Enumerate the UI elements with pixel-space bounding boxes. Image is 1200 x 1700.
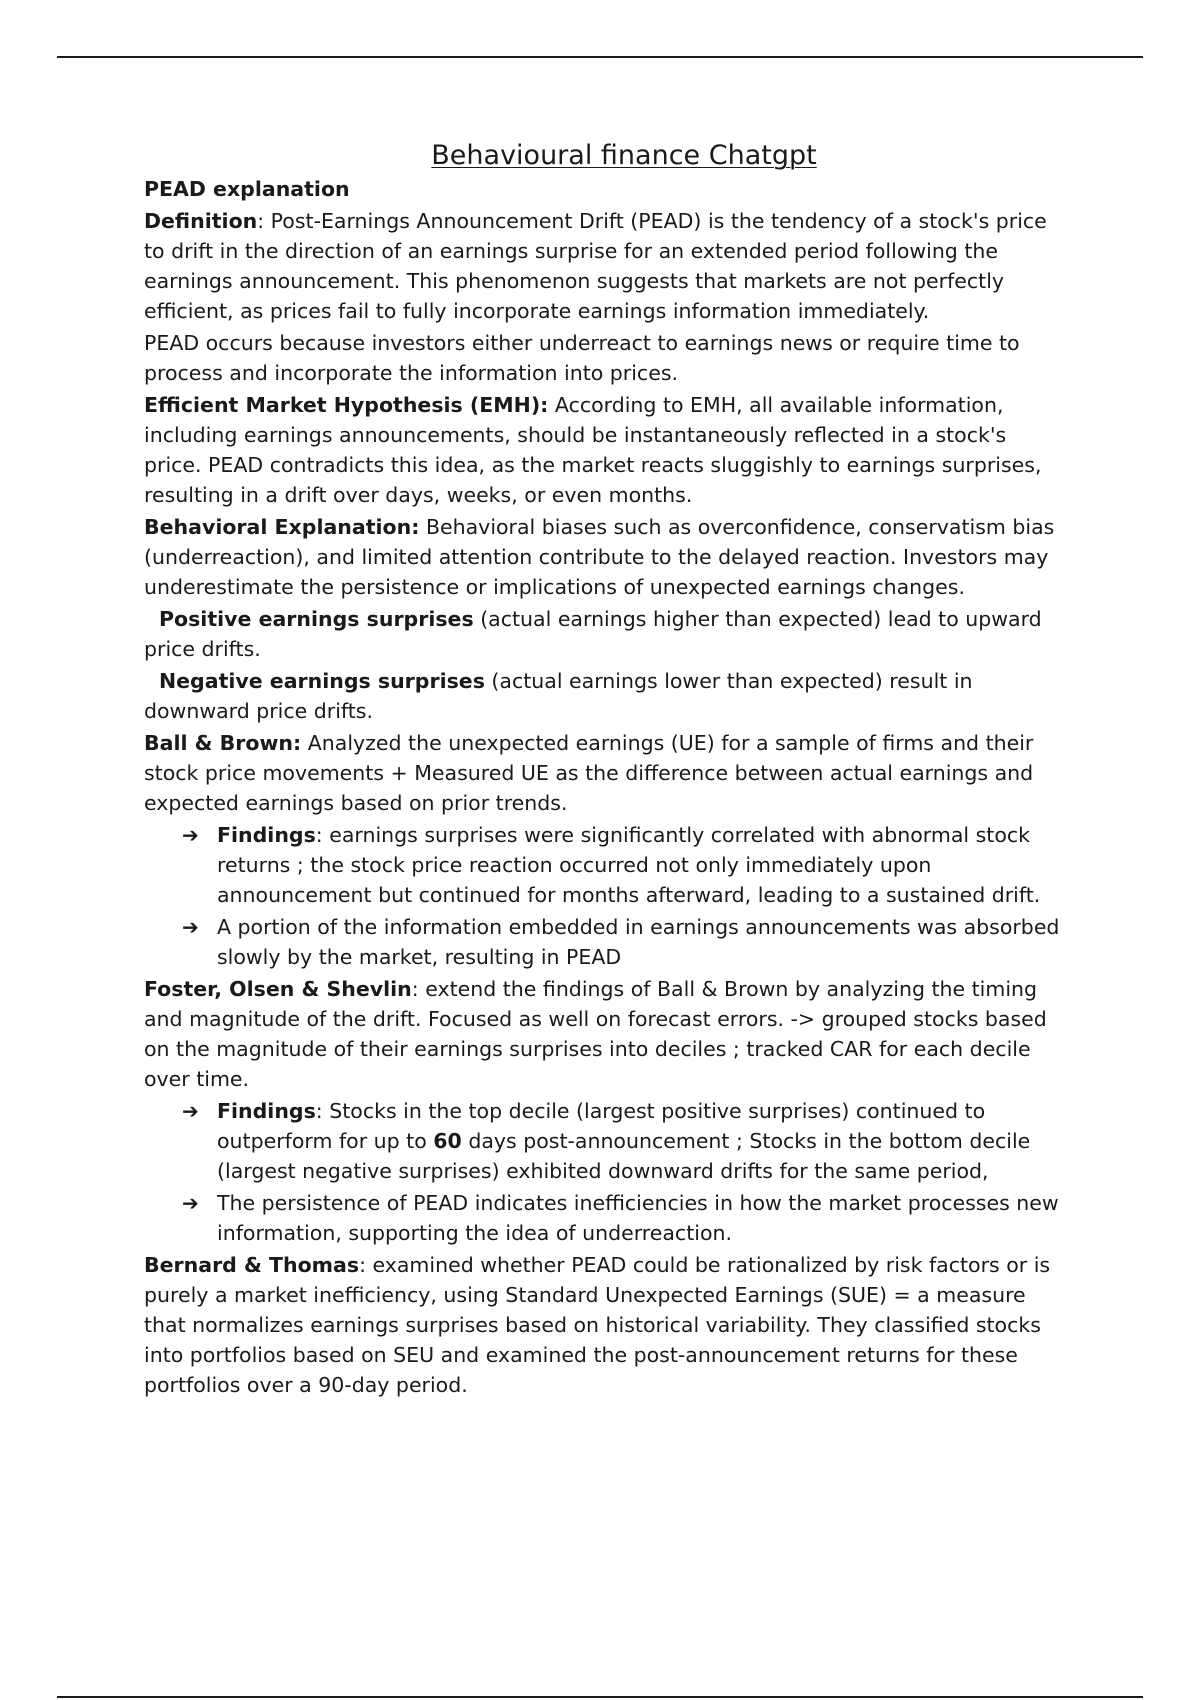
bullet-text: A portion of the information embedded in earnings announcements was absorbed slowly by the market, resulting in PEAD — [217, 915, 1060, 969]
foster-olsen-shevlin-paragraph — [144, 974, 1064, 1094]
positive-text: (actual earnings higher than expected) lead to upward price drifts. — [144, 607, 1042, 661]
arrow-right-icon: ➔ — [182, 1191, 199, 1215]
ball-brown-paragraph — [144, 728, 1064, 818]
behavioral-label: Behavioral Explanation: — [144, 515, 420, 539]
document-title: Behavioural finance Chatgpt — [431, 140, 817, 171]
findings-days: 60 — [433, 1129, 462, 1153]
bt-label: Bernard & Thomas — [144, 1253, 360, 1277]
arrow-right-icon: ➔ — [182, 823, 199, 847]
ball-brown-label: Ball & Brown: — [144, 731, 302, 755]
bt-text: : examined whether PEAD could be rationalized by risk factors or is purely a market inefficiency, using Standard Unexpected Earnings (SUE) = a measure that normalizes earnings surprises based on historical variability. They classified stocks into portfolios based on SEU and examined the post-announcement returns for these portfolios over a 90-day period. — [144, 1253, 1051, 1397]
findings-text-part1: : Stocks in the top decile (largest positive surprises) continued to outperform for up to — [217, 1099, 986, 1153]
document-body — [144, 138, 1064, 1402]
definition-paragraph — [144, 206, 1064, 326]
arrow-right-icon: ➔ — [182, 1099, 199, 1123]
list-item — [144, 1096, 1064, 1186]
bernard-thomas-paragraph — [144, 1250, 1064, 1400]
section-heading: PEAD explanation — [144, 177, 350, 201]
findings-text: : earnings surprises were significantly correlated with abnormal stock returns ; the stock price reaction occurred not only immediately upon announcement but continued for months afterward, leading to a sustained drift. — [217, 823, 1041, 907]
findings-text-part2: days post-announcement ; Stocks in the bottom decile (largest negative surprises) exhibited downward drifts for the same period, — [217, 1129, 1031, 1183]
ball-brown-bullets — [144, 820, 1064, 972]
bullet-text: The persistence of PEAD indicates inefficiencies in how the market processes new information, supporting the idea of underreaction. — [217, 1191, 1059, 1245]
positive-surprise-paragraph — [144, 604, 1064, 664]
negative-text: (actual earnings lower than expected) result in downward price drifts. — [144, 669, 973, 723]
behavioral-paragraph — [144, 512, 1064, 602]
emh-label: Efficient Market Hypothesis (EMH): — [144, 393, 549, 417]
fos-label: Foster, Olsen & Shevlin — [144, 977, 412, 1001]
pead-cause-paragraph: PEAD occurs because investors either underreact to earnings news or require time to process and incorporate the information into prices. — [144, 331, 1020, 385]
definition-text: : Post-Earnings Announcement Drift (PEAD) is the tendency of a stock's price to drift in the direction of an earnings surprise for an extended period following the earnings announcement. This phenomenon suggests that markets are not perfectly efficient, as prices fail to fully incorporate earnings information immediately. — [144, 209, 1047, 323]
behavioral-text: Behavioral biases such as overconfidence, conservatism bias (underreaction), and limited attention contribute to the delayed reaction. Investors may underestimate the persistence or implications of unexpected earnings changes. — [144, 515, 1055, 599]
negative-label: Negative earnings surprises — [159, 669, 485, 693]
list-item — [144, 820, 1064, 910]
positive-label: Positive earnings surprises — [159, 607, 474, 631]
negative-surprise-paragraph — [144, 666, 1064, 726]
header-rule — [57, 56, 1143, 58]
fos-bullets — [144, 1096, 1064, 1248]
findings-label: Findings — [217, 823, 316, 847]
ball-brown-text: Analyzed the unexpected earnings (UE) for a sample of firms and their stock price movements + Measured UE as the difference between actual earnings and expected earnings based on prior trends. — [144, 731, 1034, 815]
fos-text: : extend the findings of Ball & Brown by analyzing the timing and magnitude of the drift. Focused as well on forecast errors. -> grouped stocks based on the magnitude of their earnings surprises into deciles ; tracked CAR for each decile over time. — [144, 977, 1047, 1091]
definition-label: Definition — [144, 209, 258, 233]
footer-rule — [57, 1696, 1143, 1698]
findings-label: Findings — [217, 1099, 316, 1123]
emh-text: According to EMH, all available information, including earnings announcements, should be instantaneously reflected in a stock's price. PEAD contradicts this idea, as the market reacts sluggishly to earnings surprises, resulting in a drift over days, weeks, or even months. — [144, 393, 1042, 507]
emh-paragraph — [144, 390, 1064, 510]
list-item — [144, 1188, 1064, 1248]
list-item — [144, 912, 1064, 972]
arrow-right-icon: ➔ — [182, 915, 199, 939]
